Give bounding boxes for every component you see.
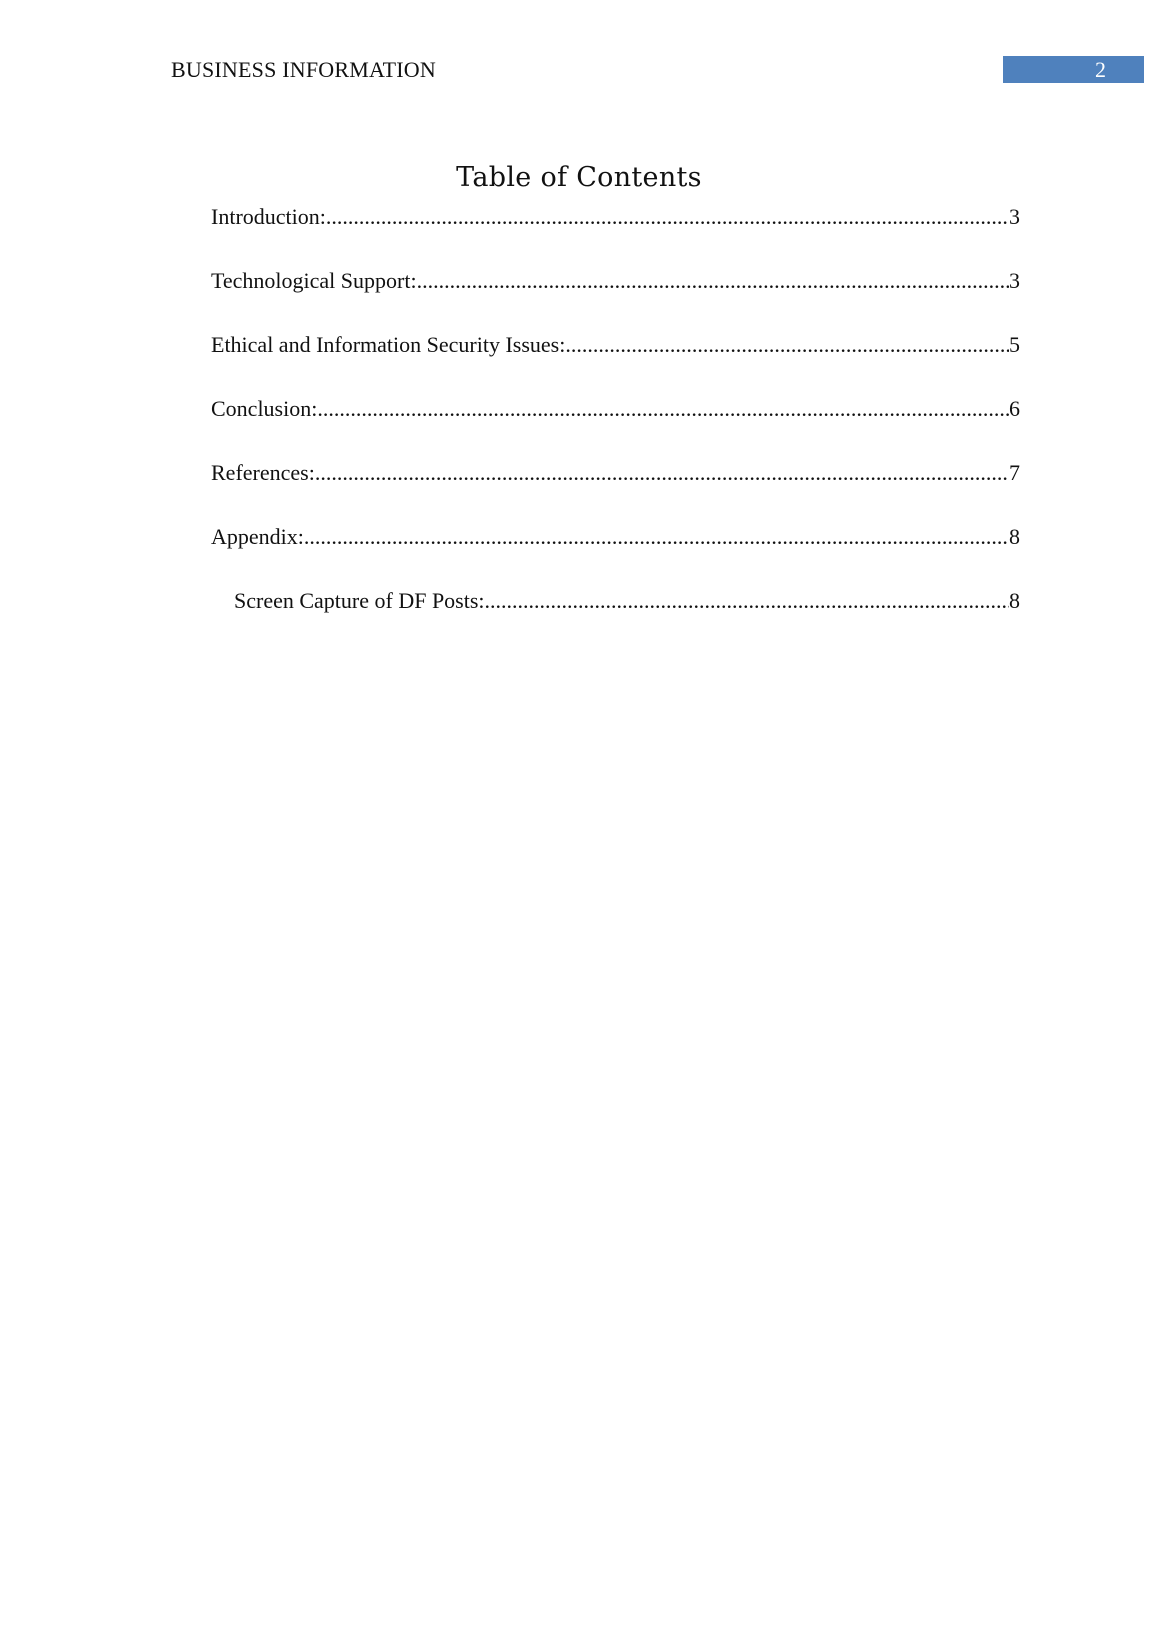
toc-entry-screen-capture[interactable] — [211, 585, 1020, 649]
toc-entry-ethical-security-issues[interactable] — [211, 329, 1020, 393]
page-number: 2 — [1095, 57, 1106, 82]
table-of-contents — [211, 201, 1020, 649]
toc-entry-page: 7 — [1009, 460, 1020, 485]
toc-entry-page: 3 — [1009, 204, 1020, 229]
toc-dot-leader — [485, 585, 1009, 617]
toc-entry-page: 3 — [1009, 268, 1020, 293]
toc-entry-introduction[interactable] — [211, 201, 1020, 265]
toc-entry-label: Appendix: — [211, 524, 304, 549]
toc-entry-label: Ethical and Information Security Issues: — [211, 332, 566, 357]
toc-entry-page: 5 — [1009, 332, 1020, 357]
page-number-badge — [1003, 56, 1144, 83]
toc-entry-label: Screen Capture of DF Posts: — [234, 588, 485, 613]
toc-dot-leader — [315, 457, 1009, 489]
running-header-title: BUSINESS INFORMATION — [171, 57, 436, 82]
toc-dot-leader — [317, 393, 1009, 425]
toc-dot-leader — [417, 265, 1009, 297]
toc-dot-leader — [326, 201, 1009, 233]
toc-entry-label: Introduction: — [211, 204, 326, 229]
toc-entry-label: References: — [211, 460, 315, 485]
toc-entry-page: 8 — [1009, 588, 1020, 613]
toc-entry-label: Conclusion: — [211, 396, 318, 421]
toc-heading: Table of Contents — [456, 162, 702, 193]
toc-entry-page: 6 — [1009, 396, 1020, 421]
toc-entry-label: Technological Support: — [211, 268, 417, 293]
toc-dot-leader — [565, 329, 1009, 361]
toc-entry-page: 8 — [1009, 524, 1020, 549]
toc-entry-appendix[interactable] — [211, 521, 1020, 585]
toc-entry-conclusion[interactable] — [211, 393, 1020, 457]
toc-entry-technological-support[interactable] — [211, 265, 1020, 329]
toc-entry-references[interactable] — [211, 457, 1020, 521]
toc-dot-leader — [304, 521, 1009, 553]
